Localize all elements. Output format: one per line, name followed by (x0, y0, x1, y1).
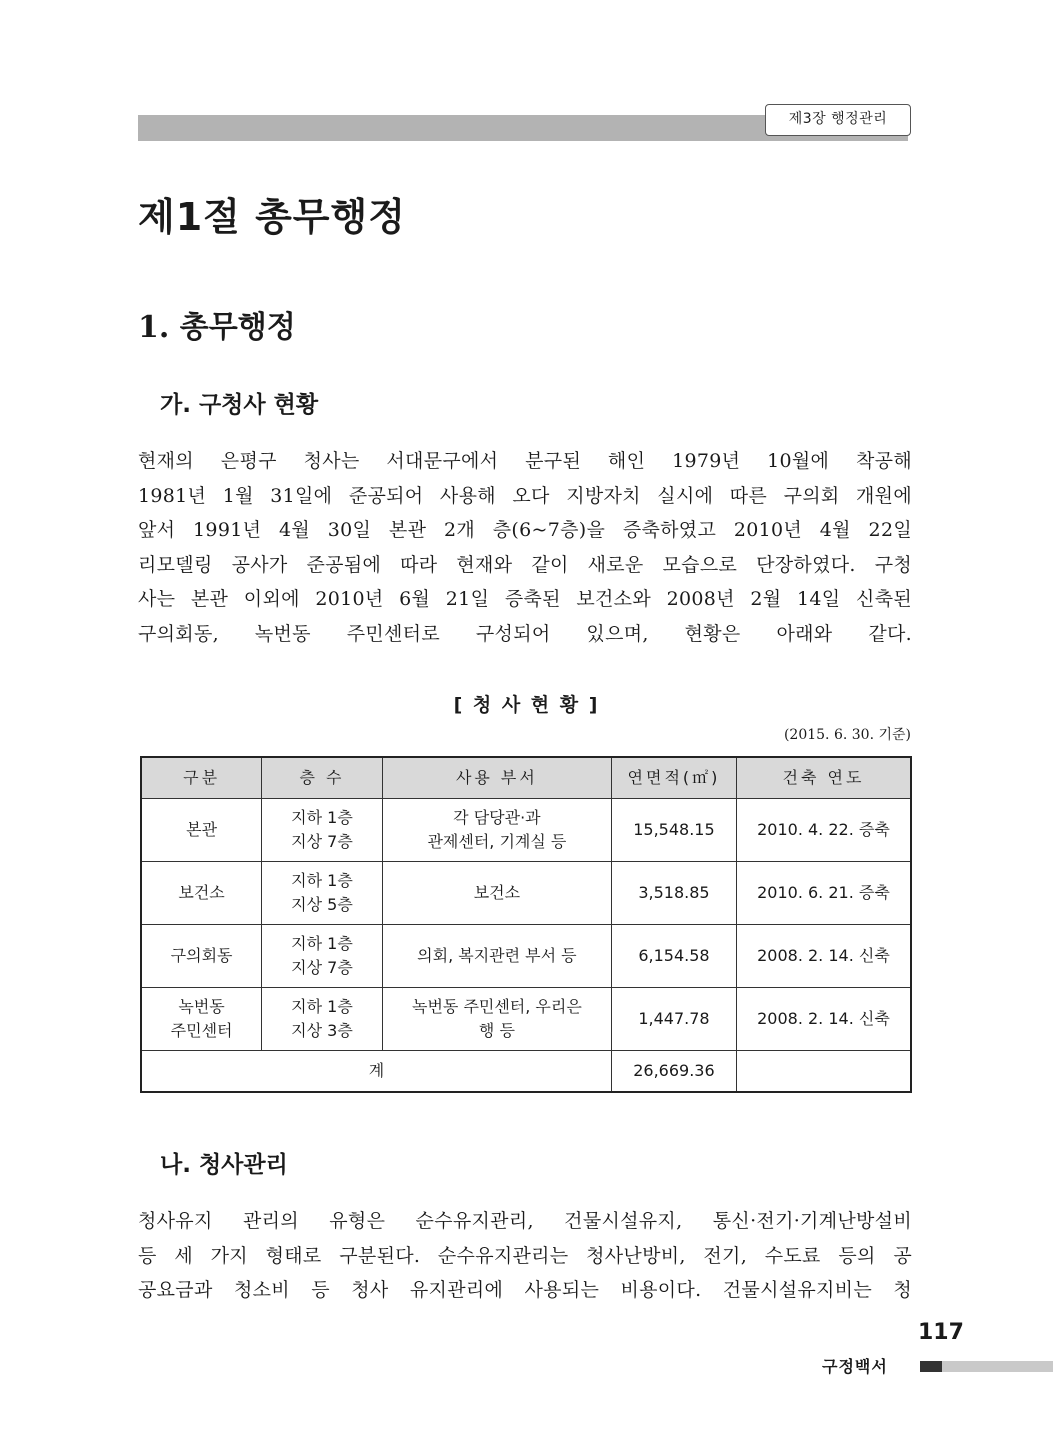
cell-name: 녹번동 주민센터 (141, 988, 262, 1051)
header-category: 구분 (141, 757, 262, 799)
section-title: 제1절 총무행정 (138, 195, 406, 239)
table-title: [ 청 사 현 황 ] (453, 694, 600, 716)
cell-departments: 의회, 복지관련 부서 등 (382, 925, 611, 988)
header-year: 건축 연도 (736, 757, 911, 799)
footer-bar-light (942, 1361, 1053, 1372)
heading-general-affairs: 1. 총무행정 (138, 310, 296, 345)
paragraph-office-management: 청사유지 관리의 유형은 순수유지관리, 건물시설유지, 통신·전기·기계난방설비 등 세 가지 형태로 구분된다. 순수유지관리는 청사난방비, 전기, 수도료 등의 공 공요금과 청소비 등 청사 유지관리에 사용되는 비용이다. 건물시설유지비는 청 (138, 1210, 912, 1301)
page-number: 117 (918, 1320, 964, 1345)
cell-year: 2010. 6. 21. 증축 (736, 862, 911, 925)
header-departments: 사용 부서 (382, 757, 611, 799)
cell-year: 2008. 2. 14. 신축 (736, 925, 911, 988)
chapter-tab: 제3장 행정관리 (765, 104, 911, 136)
cell-area: 6,154.58 (612, 925, 737, 988)
table-total-row (141, 1051, 911, 1093)
table-header-row (141, 757, 911, 799)
cell-departments: 각 담당관·과 관제센터, 기계실 등 (382, 799, 611, 862)
cell-area: 3,518.85 (612, 862, 737, 925)
footer-bar-dark (920, 1361, 942, 1372)
building-status-table (140, 756, 912, 1093)
cell-name: 본관 (141, 799, 262, 862)
table-row (141, 988, 911, 1051)
cell-departments: 보건소 (382, 862, 611, 925)
table-row (141, 925, 911, 988)
table-row (141, 799, 911, 862)
cell-total-label: 계 (141, 1051, 612, 1093)
cell-floors: 지하 1층 지상 3층 (262, 988, 383, 1051)
footer-book-title: 구정백서 (822, 1357, 888, 1376)
table-row (141, 862, 911, 925)
header-floors: 층 수 (262, 757, 383, 799)
cell-total-area: 26,669.36 (612, 1051, 737, 1093)
heading-office-status: 가. 구청사 현황 (160, 392, 319, 418)
cell-floors: 지하 1층 지상 7층 (262, 799, 383, 862)
cell-year: 2010. 4. 22. 증축 (736, 799, 911, 862)
cell-area: 1,447.78 (612, 988, 737, 1051)
cell-area: 15,548.15 (612, 799, 737, 862)
heading-office-management: 나. 청사관리 (160, 1152, 288, 1178)
cell-floors: 지하 1층 지상 5층 (262, 862, 383, 925)
cell-total-year (736, 1051, 911, 1093)
paragraph-office-status: 현재의 은평구 청사는 서대문구에서 분구된 해인 1979년 10월에 착공해 1981년 1월 31일에 준공되어 사용해 오다 지방자치 실시에 따른 구의회 개원에 앞서 1991년 4월 30일 본관 2개 층(6~7층)을 증축하였고 2010년 4월 22일 리모델링 공사가 준공됨에 따라 현재와 같이 새로운 모습으로 단장하였다. 구청 사는 본관 이외에 2010년 6월 21일 증축된 보건소와 2008년 2월 14일 신축된 구의회동, 녹번동 주민센터로 구성되어 있으며, 현황은 아래와 같다. (138, 450, 912, 645)
cell-name: 보건소 (141, 862, 262, 925)
cell-floors: 지하 1층 지상 7층 (262, 925, 383, 988)
cell-departments: 녹번동 주민센터, 우리은 행 등 (382, 988, 611, 1051)
header-area: 연면적(㎡) (612, 757, 737, 799)
cell-year: 2008. 2. 14. 신축 (736, 988, 911, 1051)
table-reference-date: (2015. 6. 30. 기준) (783, 727, 911, 743)
cell-name: 구의회동 (141, 925, 262, 988)
